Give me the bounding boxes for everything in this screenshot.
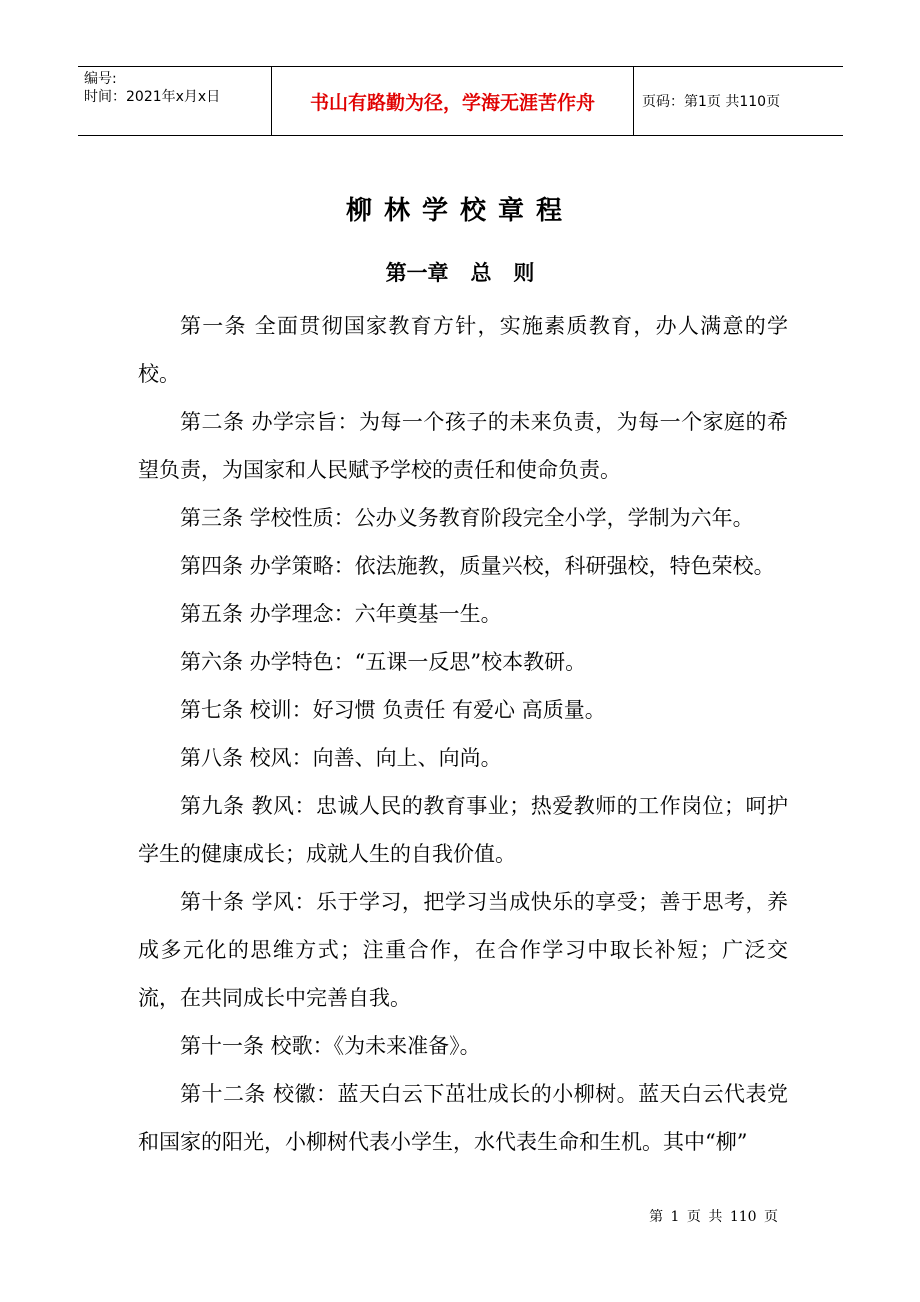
article-11: 第十一条 校歌：《为未来准备》。 (180, 1034, 481, 1058)
article-1: 第一条 全面贯彻国家教育方针，实施素质教育，办人满意的学校。 (138, 314, 788, 386)
article-3: 第三条 学校性质：公办义务教育阶段完全小学，学制为六年。 (180, 506, 754, 530)
article-7: 第七条 校训：好习惯 负责任 有爱心 高质量。 (180, 698, 606, 722)
header-meta (78, 67, 272, 135)
header-time-label: 时间：2021年x月x日 (84, 89, 221, 105)
article-9: 第九条 教风：忠诚人民的教育事业；热爱教师的工作岗位；呵护学生的健康成长；成就人生的自我价值。 (138, 794, 788, 866)
article-10: 第十条 学风：乐于学习，把学习当成快乐的享受；善于思考，养成多元化的思维方式；注重合作，在合作学习中取长补短；广泛交流，在共同成长中完善自我。 (138, 890, 788, 1010)
article-6: 第六条 办学特色：“五课一反思”校本教研。 (180, 650, 587, 674)
header-page-info: 页码：第1页 共110页 (642, 94, 781, 110)
article-8: 第八条 校风：向善、向上、向尚。 (180, 746, 502, 770)
article-5: 第五条 办学理念：六年奠基一生。 (180, 602, 502, 626)
article-4: 第四条 办学策略：依法施教，质量兴校，科研强校，特色荣校。 (180, 554, 775, 578)
article-2: 第二条 办学宗旨：为每一个孩子的未来负责，为每一个家庭的希望负责，为国家和人民赋予学校的责任和使命负责。 (138, 410, 788, 482)
document-title: 柳林学校章程 (345, 196, 574, 226)
page-footer: 第 1 页 共 110 页 (649, 1209, 778, 1225)
page-header (78, 66, 843, 136)
chapter-title: 第一章 总 则 (385, 261, 535, 285)
article-12: 第十二条 校徽：蓝天白云下茁壮成长的小柳树。蓝天白云代表党和国家的阳光，小柳树代表小学生，水代表生命和生机。其中“柳” (138, 1082, 788, 1154)
document-body (138, 302, 788, 1166)
header-motto: 书山有路勤为径，学海无涯苦作舟 (272, 67, 634, 135)
header-number-label: 编号: (84, 71, 117, 87)
